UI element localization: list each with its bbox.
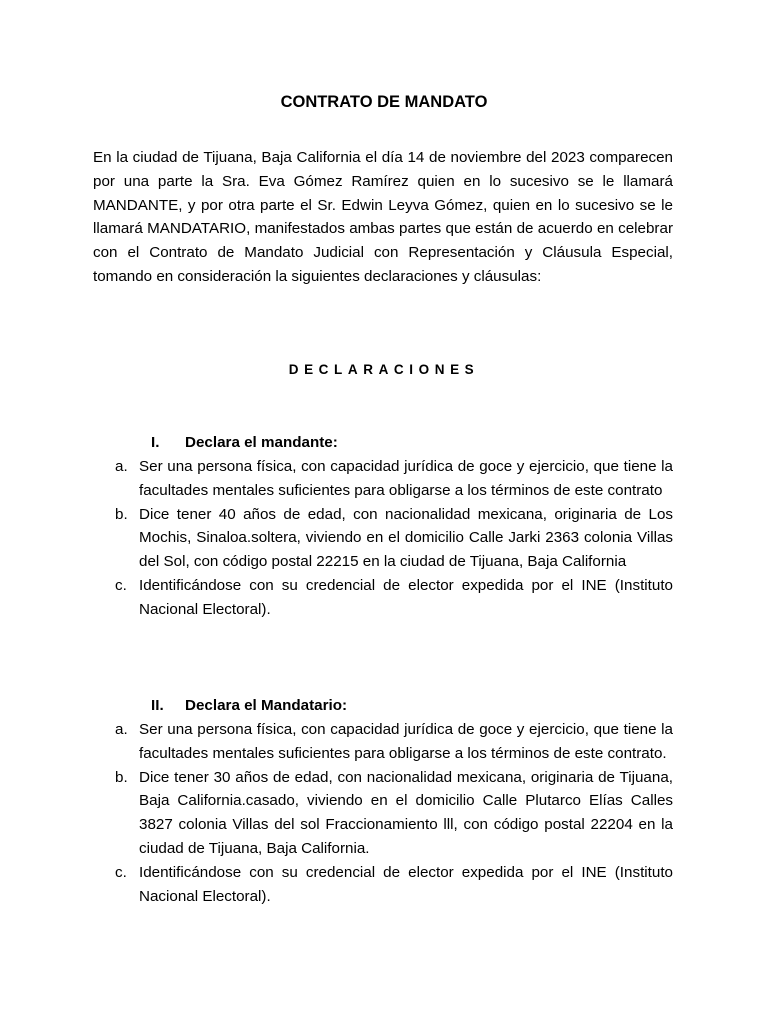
list-item xyxy=(0,455,673,503)
list-item-text: Dice tener 40 años de edad, con nacionalidad mexicana, originaria de Los Mochis, Sinaloa.soltera, viviendo en el domicilio Calle Jarki 2363 colonia Villas del Sol, con código postal 22215 en la ciudad de Tijuana, Baja California xyxy=(139,505,673,571)
list-item-text: Ser una persona física, con capacidad jurídica de goce y ejercicio, que tiene la facultades mentales suficientes para obligarse a los términos de este contrato. xyxy=(139,721,673,762)
document-title: CONTRATO DE MANDATO xyxy=(280,93,488,111)
list-marker: c. xyxy=(115,576,127,594)
list-marker: c. xyxy=(115,863,127,881)
declaration-title: Declara el Mandatario: xyxy=(185,697,348,714)
declaration-list-mandante xyxy=(0,455,768,622)
list-item xyxy=(0,718,673,766)
list-marker: b. xyxy=(115,505,128,523)
list-marker: a. xyxy=(115,458,128,475)
list-item xyxy=(0,766,673,861)
list-marker: a. xyxy=(115,721,128,738)
intro-paragraph: En la ciudad de Tijuana, Baja California el día 14 de noviembre del 2023 comparecen por una parte la Sra. Eva Gómez Ramírez quien en lo sucesivo se le llamará MANDANTE, y por otra parte el Sr. Edwin Leyva Gómez, quien en lo sucesivo se le llamará MANDATARIO, manifestados ambas partes que están de acuerdo en celebrar con el Contrato de Mandato Judicial con Representación y Cláusula Especial, tomando en consideración la siguientes declaraciones y cláusulas: xyxy=(93,149,673,285)
section-heading-declaraciones: DECLARACIONES xyxy=(288,362,480,377)
list-item-text: Identificándose con su credencial de elector expedida por el INE (Instituto Nacional Electoral). xyxy=(139,576,673,618)
list-item-text: Ser una persona física, con capacidad jurídica de goce y ejercicio, que tiene la facultades mentales suficientes para obligarse a los términos de este contrato xyxy=(139,458,673,499)
declaration-title: Declara el mandante: xyxy=(185,434,338,451)
list-item xyxy=(0,503,673,574)
list-item-text: Dice tener 30 años de edad, con nacionalidad mexicana, originaria de Tijuana, Baja California.casado, viviendo en el domicilio Calle Plutarco Elías Calles 3827 colonia Villas del sol Fraccionamiento lll, con código postal 22204 en la ciudad de Tijuana, Baja California. xyxy=(139,768,673,857)
declaration-numeral: I. xyxy=(151,434,160,451)
list-item xyxy=(0,574,673,622)
list-marker: b. xyxy=(115,768,128,786)
declaration-list-mandatario xyxy=(0,718,768,908)
declaration-numeral: II. xyxy=(151,697,164,714)
list-item-text: Identificándose con su credencial de elector expedida por el INE (Instituto Nacional Electoral). xyxy=(139,863,673,905)
list-item xyxy=(0,861,673,909)
